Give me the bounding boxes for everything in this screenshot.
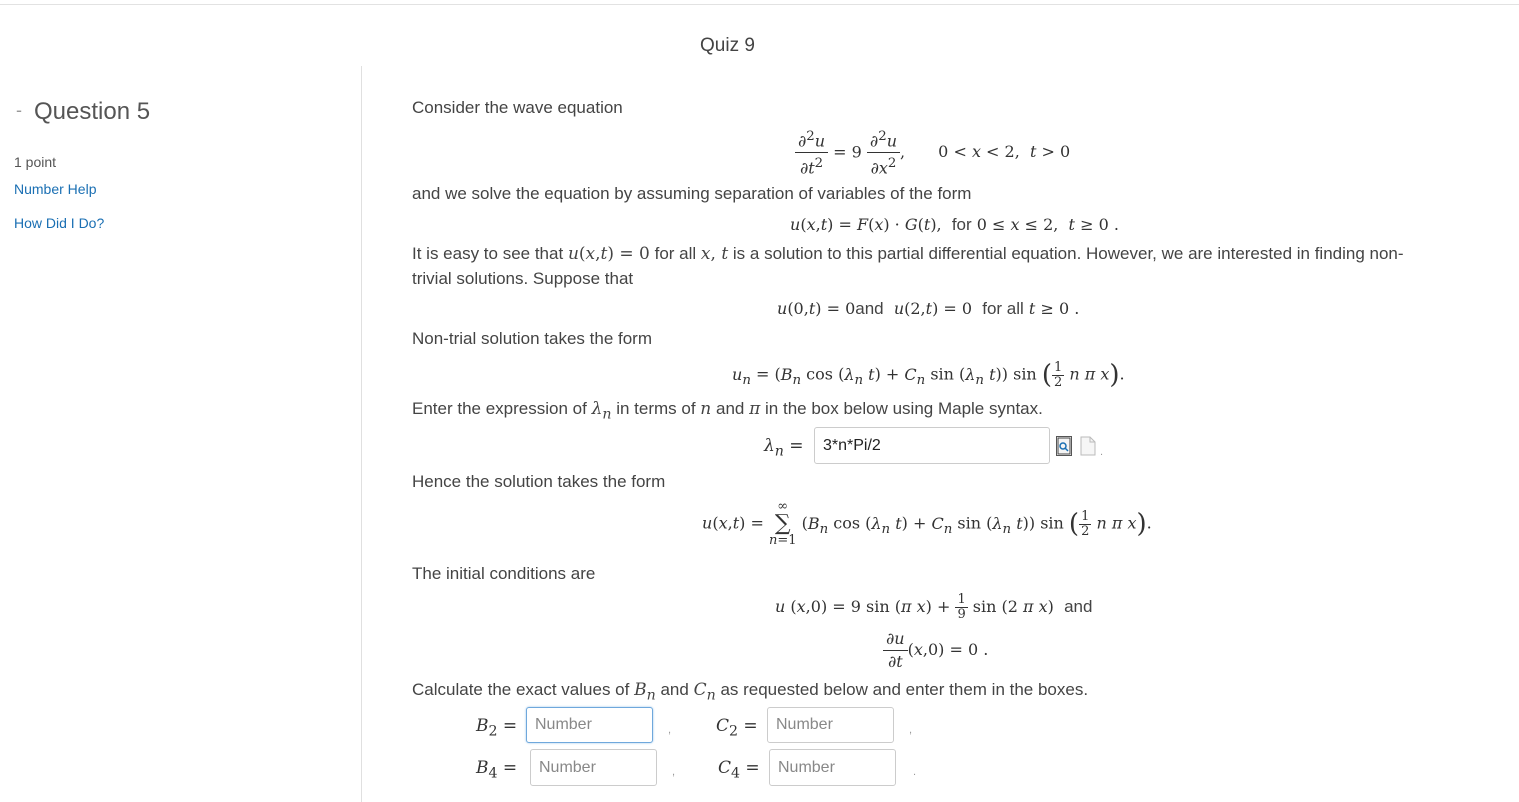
column-divider [361, 66, 362, 802]
enter-expr-text-2: in terms of [616, 399, 696, 418]
c4-input[interactable] [769, 749, 896, 786]
preview-icon[interactable] [1056, 436, 1072, 456]
comma-mark: , [672, 766, 676, 778]
document-icon[interactable] [1080, 436, 1096, 456]
period-mark: . [913, 766, 917, 778]
is-solution-text: is a solution to this partial differential equation. However, we are interested in finding non- [732, 244, 1404, 263]
b4-input[interactable] [530, 749, 657, 786]
enter-expr-text-4: in the box below using Maple syntax. [765, 399, 1043, 418]
how-did-i-do-link[interactable]: How Did I Do? [14, 215, 105, 231]
for-all-text: for all [654, 244, 697, 263]
nontrial-text: Non-trial solution takes the form [412, 329, 652, 348]
comma-mark: , [668, 724, 672, 736]
collapse-dash-icon[interactable]: - [16, 100, 22, 120]
boundary-conditions: u(0,t) = 0and u(2,t) = 0 for all t ≥ 0 . [777, 299, 1080, 318]
initial-text: The initial conditions are [412, 564, 596, 583]
calculate-text-1: Calculate the exact values of [412, 680, 630, 699]
period-mark: . [1100, 446, 1104, 458]
wave-equation: $\frac{\partial^2u}{\partial t^2}$ = 9 $\frac{\partial^2u}{\partial x^2}$ , 0 < x < 2, t > 0 [795, 126, 1070, 180]
un-equation: $u_n = (B_n$ $\cos (\lambda_n$ $t) + C_n$ $\sin (\lambda_n$ t)) sin ( $\frac{1}{2}$ n π x). [732, 359, 1125, 390]
enter-expr-text-1: Enter the expression of [412, 399, 587, 418]
b2-label: $B_2$ = [476, 716, 518, 740]
intro-text: Consider the wave equation [412, 98, 623, 117]
ic-and-label: and [1064, 597, 1093, 616]
series-solution: u(x,t) = ∞ ∑ n=1 ($B_n$ $\cos (\lambda_n$ $t) + C_n$ $\sin (\lambda_n$ t)) sin ( $\frac{1}{2}$ n π x). [702, 499, 1152, 548]
initial-condition-ut: $\frac{\partial u}{\partial t}$ (x,0) = 0 . [883, 628, 988, 673]
question-sidebar [0, 0, 360, 802]
it-is-easy-text: It is easy to see that [412, 244, 564, 263]
for-all-t-label: for all [982, 299, 1024, 318]
c2-input[interactable] [767, 707, 894, 743]
calculate-instructions: Calculate the exact values of $B_n$ and $C_n$ as requested below and enter them in the boxes. [412, 680, 1089, 704]
and-label: and [855, 299, 884, 318]
number-help-link[interactable]: Number Help [14, 181, 97, 197]
for-label: for [951, 215, 972, 234]
trivial-line: trivial solutions. Suppose that [412, 269, 634, 288]
trivial-sentence: It is easy to see that u(x,t) = 0 for all x, t is a solution to this partial differential equation. However, we are interested in finding non- [412, 244, 1404, 264]
enter-lambda-instructions: Enter the expression of $\lambda_n$ in terms of n and π in the box below using Maple syntax. [412, 399, 1043, 423]
b2-input[interactable] [526, 707, 653, 743]
separation-text: and we solve the equation by assuming separation of variables of the form [412, 184, 972, 203]
quiz-title: Quiz 9 [700, 35, 755, 56]
calculate-text-2: and [660, 680, 689, 699]
c4-label: $C_4$ = [718, 758, 760, 782]
lambda-input[interactable] [814, 427, 1050, 464]
calculate-text-3: as requested below and enter them in the boxes. [720, 680, 1089, 699]
b4-label: $B_4$ = [476, 758, 518, 782]
enter-expr-text-3: and [715, 399, 745, 418]
separation-form: u(x,t) = F(x) · G(t), for 0 ≤ x ≤ 2, t ≥ 0 . [790, 215, 1119, 234]
question-title: Question 5 [34, 98, 151, 125]
initial-condition-u: u (x,0) = 9 sin (π x) + $\frac{1}{9}$ sin (2 π x) and [775, 592, 1093, 622]
c2-label: $C_2$ = [716, 716, 758, 740]
comma-mark: , [909, 724, 913, 736]
lambda-label: $\lambda_n$ = [764, 436, 804, 460]
hence-text: Hence the solution takes the form [412, 472, 666, 491]
points-label: 1 point [14, 154, 57, 170]
